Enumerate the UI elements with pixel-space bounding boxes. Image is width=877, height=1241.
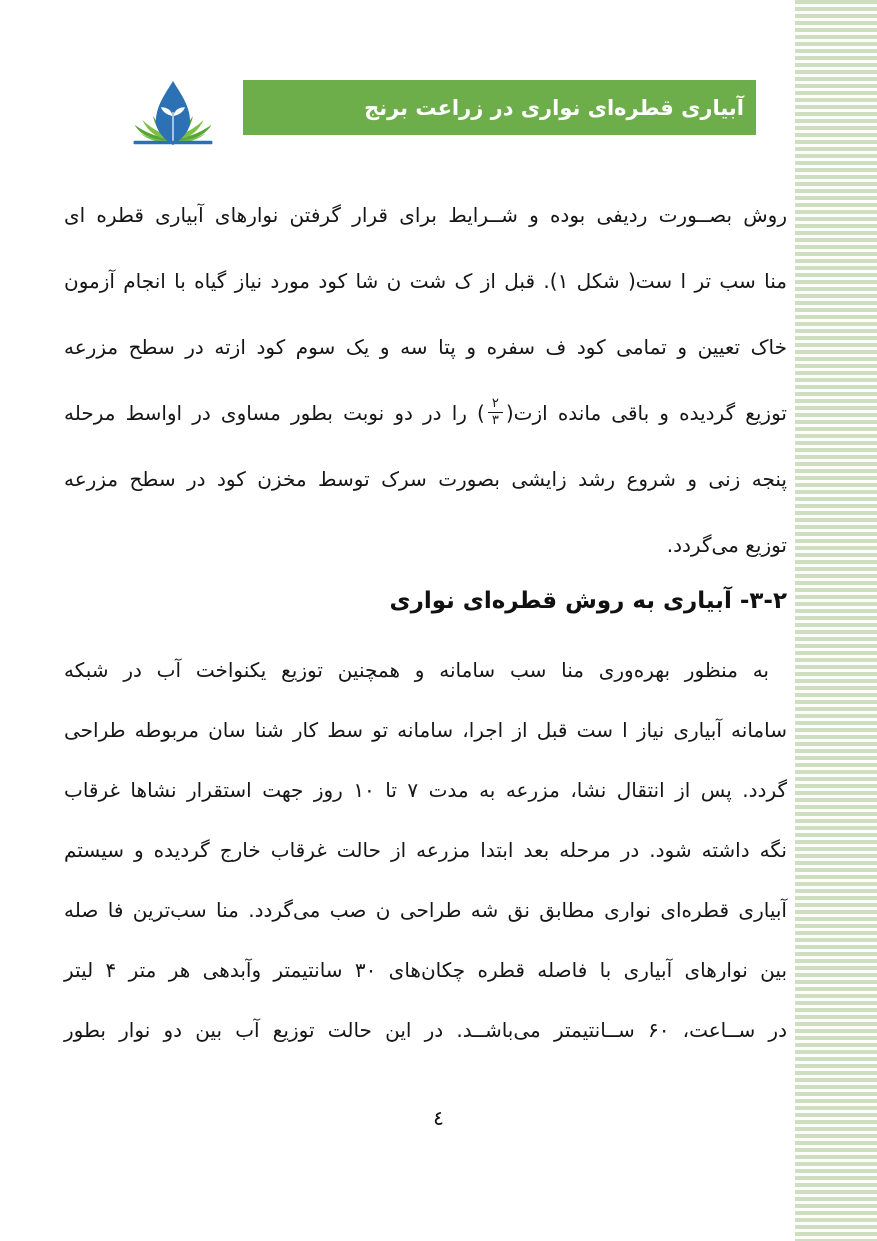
organization-logo-icon (126, 79, 220, 152)
text-segment: توزیع گردیده و باقی مانده ازت( (505, 401, 787, 425)
section-number: ۲-۳- (739, 588, 787, 614)
section-heading (64, 583, 787, 619)
page-number: ٤ (433, 1106, 444, 1130)
text-line: خاک تعیین و تمامی کود ف سفره و پتا سه و یک سوم کود ازته در سطح مزرعه (64, 335, 787, 359)
fraction-two-thirds (488, 396, 503, 430)
chapter-title-bar (243, 80, 756, 135)
fraction-denominator: ۳ (491, 413, 499, 428)
text-line: به منظور بهره‌وری منا سب سامانه و همچنین توزیع یکنواخت آب در شبکه (64, 658, 769, 682)
text-line: آبیاری قطره‌ای نواری مطابق نق شه طراحی ن صب می‌گردد. منا سب‌ترین فا صله (64, 898, 787, 922)
text-line: توزیع می‌گردد. (666, 533, 787, 557)
text-line: سامانه آبیاری نیاز ا ست قبل از اجرا، سامانه تو سط کار شنا سان مربوطه طراحی (64, 718, 787, 742)
text-segment: ) را در دو نوبت بطور مساوی در اواسط مرحله (64, 401, 485, 425)
text-line-with-fraction (64, 380, 787, 446)
text-line: پنجه زنی و شروع رشد زایشی بصورت سرک توسط مخزن کود در سطح مزرعه (64, 467, 787, 491)
chapter-title: آبیاری قطره‌ای نواری در زراعت برنج (364, 95, 744, 120)
paragraph-1 (64, 182, 787, 578)
text-line: در ســاعت، ۶۰ ســانتیمتر می‌باشــد. در این حالت توزیع آب بین دو نوار بطور (64, 1018, 787, 1042)
text-line: منا سب تر ا ست( شکل ۱). قبل از ک شت ن شا کود مورد نیاز گیاه با انجام آزمون (64, 269, 787, 293)
fraction-numerator: ۲ (488, 396, 503, 413)
text-line: بین نوارهای آبیاری با فاصله قطره چکان‌های ۳۰ سانتیمتر وآبدهی هر متر ۴ لیتر (64, 958, 788, 982)
text-line: نگه داشته شود. در مرحله بعد ابتدا مزرعه از حالت غرقاب خارج گردیده و سیستم (64, 838, 787, 862)
text-line: گردد. پس از انتقال نشا، مزرعه به مدت ۷ تا ۱۰ روز جهت استقرار نشاها غرقاب (64, 778, 788, 802)
section-title: آبیاری به روش قطره‌ای نواری (389, 588, 732, 614)
decorative-stripes (795, 0, 877, 1241)
text-line: روش بصــورت ردیفی بوده و شــرایط برای قرار گرفتن نوارهای آبیاری قطره ای (64, 203, 787, 227)
paragraph-2 (64, 640, 787, 1060)
